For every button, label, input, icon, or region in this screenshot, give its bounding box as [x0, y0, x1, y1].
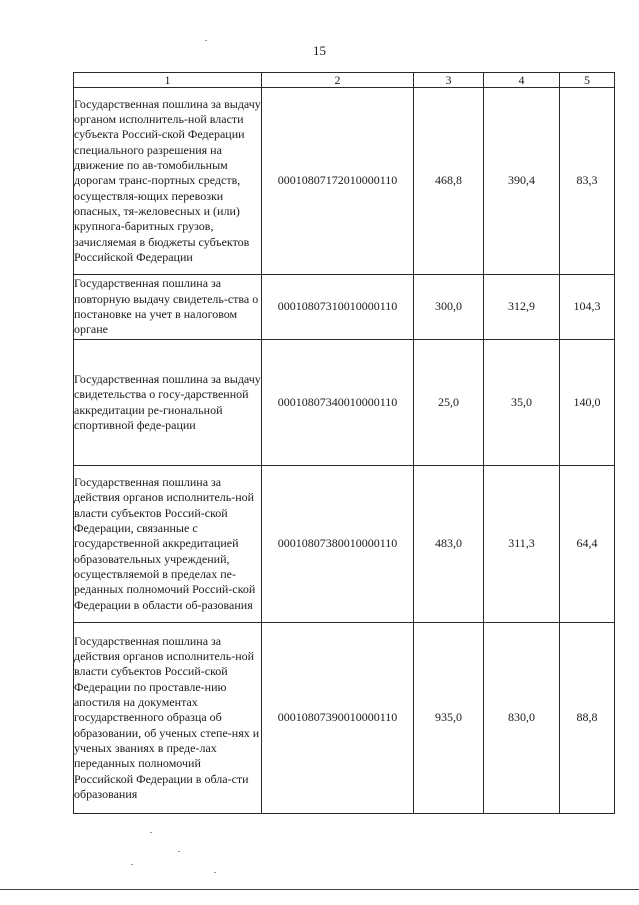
- table-row: [74, 623, 615, 814]
- row-col3: 25,0: [414, 340, 484, 466]
- row-col5: 83,3: [560, 88, 615, 275]
- header-col-5: 5: [560, 73, 615, 88]
- row-col5: 88,8: [560, 623, 615, 814]
- header-col-4: 4: [484, 73, 560, 88]
- row-description: Государственная пошлина за выдачу органом исполнитель-ной власти субъекта Россий-ской Федерации специального разрешения на движение по ав-томобильным дорогам транс-портных средств, осуществля-ющих перевозки опасных, тя-желовесных и (или) крупнога-баритных грузов, зачисляемая в бюджеты субъектов Российской Федерации: [74, 88, 262, 275]
- row-col5: 104,3: [560, 275, 615, 340]
- row-col4: 830,0: [484, 623, 560, 814]
- row-col5: 64,4: [560, 466, 615, 623]
- row-description: Государственная пошлина за повторную выдачу свидетель-ства о постановке на учет в налоговом органе: [74, 275, 262, 340]
- table-row: [74, 88, 615, 275]
- bottom-rule: [0, 889, 639, 890]
- row-col3: 300,0: [414, 275, 484, 340]
- row-col3: 468,8: [414, 88, 484, 275]
- row-description: Государственная пошлина за выдачу свидетельства о госу-дарственной аккредитации ре-гиональной спортивной феде-рации: [74, 340, 262, 466]
- row-col4: 312,9: [484, 275, 560, 340]
- header-col-1: 1: [74, 73, 262, 88]
- row-code: 00010807390010000110: [262, 623, 414, 814]
- row-col3: 935,0: [414, 623, 484, 814]
- scan-speck: [150, 832, 152, 833]
- row-col3: 483,0: [414, 466, 484, 623]
- header-col-3: 3: [414, 73, 484, 88]
- row-col4: 311,3: [484, 466, 560, 623]
- header-row: [74, 73, 615, 88]
- row-col4: 390,4: [484, 88, 560, 275]
- row-description: Государственная пошлина за действия органов исполнитель-ной власти субъектов Россий-ской Федерации, связанные с государственной аккредитацией образовательных учреждений, осуществляемой в пределах пе-реданных полномочий Россий-ской Федерации в области об-разования: [74, 466, 262, 623]
- page-number: 15: [313, 43, 326, 58]
- row-code: 00010807172010000110: [262, 88, 414, 275]
- scan-speck: [131, 864, 133, 865]
- table-row: [74, 466, 615, 623]
- row-code: 00010807310010000110: [262, 275, 414, 340]
- row-code: 00010807340010000110: [262, 340, 414, 466]
- scan-speck: [178, 851, 180, 852]
- revenue-table: [73, 72, 615, 814]
- scan-speck: [205, 40, 207, 41]
- row-col5: 140,0: [560, 340, 615, 466]
- scan-speck: [214, 872, 216, 873]
- table-row: [74, 275, 615, 340]
- row-description: Государственная пошлина за действия органов исполнитель-ной власти субъектов Россий-ской Федерации по проставле-нию апостиля на документах государственного образца об образовании, об ученых степе-нях и ученых званиях в преде-лах переданных полномочий Российской Федерации в обла-сти образования: [74, 623, 262, 814]
- table-row: [74, 340, 615, 466]
- row-code: 00010807380010000110: [262, 466, 414, 623]
- header-col-2: 2: [262, 73, 414, 88]
- row-col4: 35,0: [484, 340, 560, 466]
